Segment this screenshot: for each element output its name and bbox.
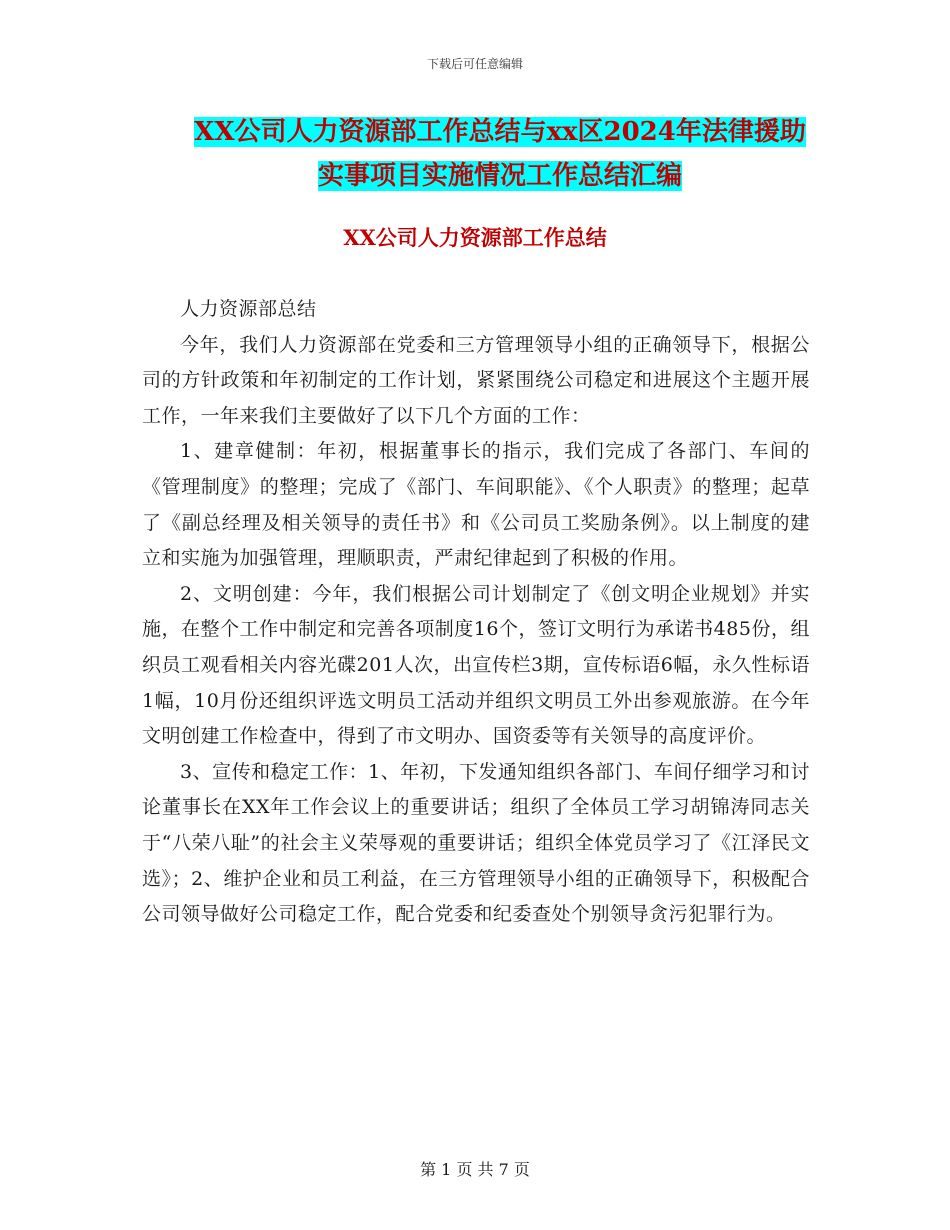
body-paragraph-intro: 今年，我们人力资源部在党委和三方管理领导小组的正确领导下，根据公司的方针政策和年初制定的工作计划，紧紧围绕公司稳定和进展这个主题开展工作，一年来我们主要做好了以下几个方面的工作： [142, 333, 810, 427]
document-title-line-2: 实事项目实施情况工作总结汇编 [317, 161, 682, 191]
header-note: 下载后可任意编辑 [426, 57, 523, 71]
body-paragraph-item-3: 3、宣传和稳定工作：1、年初，下发通知组织各部门、车间仔细学习和讨论董事长在XX年工作会议上的重要讲话；组织了全体员工学习胡锦涛同志关于“八荣八耻”的社会主义荣辱观的重要讲话；组织全体党员学习了《江泽民文选》；2、维护企业和员工利益，在三方管理领导小组的正确领导下，积极配合公司领导做好公司稳定工作，配合党委和纪委查处个别领导贪污犯罪行为。 [142, 760, 810, 926]
body-paragraph-subtitle: 人力资源部总结 [180, 298, 317, 320]
document-title [140, 110, 860, 198]
document-title-line-1: XX公司人力资源部工作总结与xx区2024年法律援助 [194, 117, 806, 147]
section-title: XX公司人力资源部工作总结 [343, 225, 607, 250]
body-paragraph-item-1: 1、建章健制：年初，根据董事长的指示，我们完成了各部门、车间的《管理制度》的整理；完成了《部门、车间职能》、《个人职责》的整理；起草了《副总经理及相关领导的责任书》和《公司员工奖励条例》。以上制度的建立和实施为加强管理，理顺职责，严肃纪律起到了积极的作用。 [142, 440, 810, 570]
page-footer: 第 1 页 共 7 页 [420, 1160, 530, 1179]
document-body [142, 292, 810, 933]
body-paragraph-item-2: 2、文明创建：今年，我们根据公司计划制定了《创文明企业规划》并实施，在整个工作中制定和完善各项制度16个，签订文明行为承诺书485份，组织员工观看相关内容光碟201人次，出宣传栏3期，宣传标语6幅，永久性标语1幅，10月份还组织评选文明员工活动并组织文明员工外出参观旅游。在今年文明创建工作检查中，得到了市文明办、国资委等有关领导的高度评价。 [142, 582, 810, 748]
